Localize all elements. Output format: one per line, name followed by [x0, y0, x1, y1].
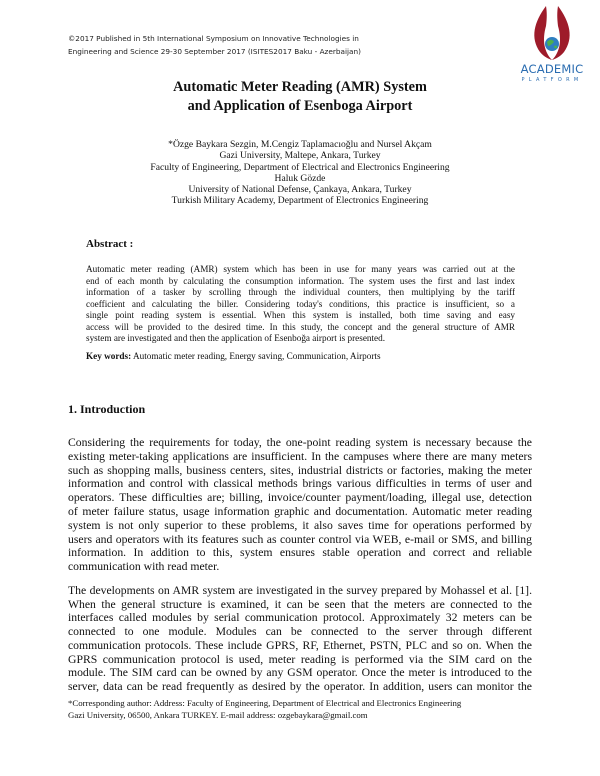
paragraph-line: such as shopping malls, business centers, sites, industrial districts or factories, making the meter: [68, 463, 532, 477]
paragraph-line: existing meter-taking applications are insufficient. In the campuses where there are many meters: [68, 449, 532, 463]
academic-platform-logo: [516, 4, 588, 84]
abstract-line: access will be provided to the desired time. In this study, the concept and the general structure of AMR: [86, 321, 515, 332]
paragraph-line: information and control with classical methods brings various difficulties in terms of user and: [68, 477, 532, 491]
publication-line: Engineering and Science 29-30 September 2017 (ISITES2017 Baku - Azerbaijan): [68, 47, 361, 56]
paragraph-line: of meter failure status, usage information graphic and documentation. Automatic meter reading: [68, 504, 532, 518]
author-line: Gazi University, Maltepe, Ankara, Turkey: [219, 150, 381, 162]
paragraph-line: module. The SIM card can be owned by any GSM operator. Once the meter is introduced to the: [68, 666, 532, 680]
footnote-line: Gazi University, 06500, Ankara TURKEY. E-mail address: ozgebaykara@gmail.com: [68, 709, 368, 720]
paragraph-line: users and operators with its features such as counter control via WEB, e-mail or SMS, and billing: [68, 532, 532, 546]
paragraph-line: operators. These difficulties are; billing, invoice/counter payment/loading, illegal use, detection: [68, 491, 532, 505]
paragraph-line: connected to one module. Modules can be connected to the server through different: [68, 625, 532, 639]
abstract-line: system are investigated and then the application of Esenboğa airport is presented.: [86, 333, 386, 343]
paper-title: [130, 78, 470, 116]
publication-line: ©2017 Published in 5th International Symposium on Innovative Technologies in: [68, 34, 359, 43]
paragraph-line: information. In addition to this, system ensures stable operation and correct and reliable: [68, 546, 532, 560]
intro-paragraph-2: [68, 584, 532, 694]
author-line: University of National Defense, Çankaya, Ankara, Turkey: [188, 184, 412, 196]
author-line: Faculty of Engineering, Department of Electrical and Electronics Engineering: [150, 161, 450, 173]
title-line: Automatic Meter Reading (AMR) System: [173, 79, 427, 95]
paragraph-line: communication with read meter.: [68, 560, 220, 574]
abstract-text: [86, 264, 515, 345]
paragraph-line: interfaces called modules by serial communication protocol. Approximately 32 meters can be: [68, 611, 532, 625]
footnote: [68, 698, 532, 721]
logo-sub: PLATFORM: [521, 77, 583, 83]
abstract-line: Automatic meter reading (AMR) system which has been in use for many years was carried out at the: [86, 264, 515, 274]
paragraph-line: communication protocols. These include GPRS, RF, Ethernet, PSTN, PLC and so on. When the: [68, 638, 532, 652]
publication-note: [68, 32, 361, 58]
author-line: *Özge Baykara Sezgin, M.Cengiz Taplamacıoğlu and Nursel Akçam: [168, 139, 432, 150]
footnote-line: *Corresponding author: Address: Faculty of Engineering, Department of Electrical and Electronics Engineering: [68, 698, 462, 708]
abstract-line: coefficient and calculating the biller. Considering today's conditions, this practice is insufficient, so a: [86, 298, 515, 309]
paragraph-line: GPRS communication protocol is used, meter reading is performed via the SIM card on the: [68, 652, 532, 666]
flame-globe-icon: [516, 4, 588, 64]
section-heading: 1. Introduction: [68, 402, 146, 416]
keywords-value: Automatic meter reading, Energy saving, Communication, Airports: [132, 351, 381, 361]
paragraph-line: Considering the requirements for today, the one-point reading system is necessary because the: [68, 436, 532, 449]
paragraph-line: The developments on AMR system are investigated in the survey prepared by Mohassel et al. [1].: [68, 584, 532, 597]
paragraph-line: system is not only superior to these problems, it also saves time for operations performed by: [68, 518, 532, 532]
abstract-line: end of each month by calculating the consumption information. The system uses the first and last index: [86, 275, 515, 286]
author-line: Haluk Gözde: [274, 172, 326, 184]
intro-paragraph-1: [68, 436, 532, 574]
authors: [60, 139, 540, 207]
author-line: Turkish Military Academy, Department of Electronics Engineering: [171, 195, 429, 207]
keywords-label: Key words:: [86, 351, 132, 361]
logo-name: ACADEMIC: [520, 62, 584, 76]
abstract-heading: Abstract :: [86, 238, 134, 250]
title-line: and Application of Esenboga Airport: [187, 98, 413, 114]
abstract-line: single point reading system is essential. When this system is installed, both time saving and easy: [86, 310, 515, 320]
keywords: [86, 351, 381, 361]
paragraph-line: When the general structure is examined, it can be seen that the meters are connected to the: [68, 597, 532, 611]
abstract-line: information of a tasker by scrolling through the individual counters, then multiplying by the tariff: [86, 287, 515, 297]
paragraph-line: server, data can be read frequently as desired by the operator. In addition, users can monitor the: [68, 679, 532, 693]
